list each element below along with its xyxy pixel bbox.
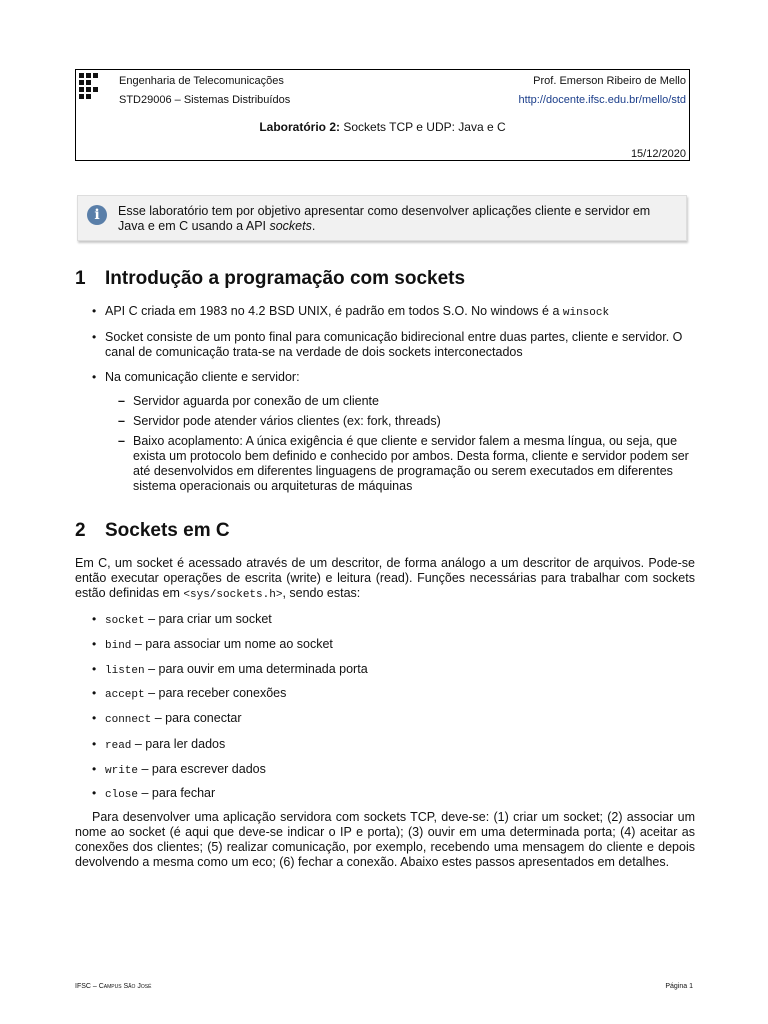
list-item: • close – para fechar (92, 786, 216, 801)
sub-list-item: – Servidor aguarda por conexão de um cliente (118, 394, 379, 408)
section-2-closing: Para desenvolver uma aplicação servidora com sockets TCP, deve-se: (1) criar um socket; (2) associar um nome ao socket (é aqui que deve-se indicar o IP e porta); (3) ouvir em uma determinada porta; (4) aceitar as conexões dos clientes; (5) realizar comunicação, por exemplo, recebendo uma mensagem do cliente e depois devolvendo a mesma como um eco; (6) fechar a conexão. Abaixo estes passos apresentados em detalhes. (75, 810, 695, 869)
list-item: • bind – para associar um nome ao socket (92, 637, 333, 652)
info-text: Esse laboratório tem por objetivo apresentar como desenvolver aplicações cliente e servidor em Java e em C usando a API sockets. (118, 204, 651, 233)
inline-code: <sys/sockets.h> (183, 589, 283, 601)
list-item: • socket – para criar um socket (92, 612, 272, 627)
discipline-name: STD29006 – Sistemas Distribuídos (119, 94, 291, 106)
section-number: 1 (75, 268, 86, 289)
section-number: 2 (75, 520, 86, 541)
sub-list-item: – Baixo acoplamento: A única exigência é que cliente e servidor falem a mesma língua, ou seja, que exista um protocolo bem definido e conhecido por ambos. Desta forma, cliente e servidor podem ser até desenvolvidos em diferentes linguagens de programação ou serem executados em diferentes sistema operacionais ou arquiteturas de máquinas (118, 434, 689, 493)
professor-name: Prof. Emerson Ribeiro de Mello (533, 75, 686, 87)
ifsc-logo (79, 73, 99, 105)
sub-list-item: – Servidor pode atender vários clientes (ex: fork, threads) (118, 414, 441, 428)
list-item: • Na comunicação cliente e servidor: (92, 370, 300, 384)
list-item: • accept – para receber conexões (92, 686, 287, 701)
lab-title (76, 120, 689, 134)
list-item: • write – para escrever dados (92, 762, 266, 777)
lab-prefix: Laboratório 2: (259, 120, 341, 134)
lab-title-text: Sockets TCP e UDP: Java e C (343, 120, 506, 134)
document-date: 15/12/2020 (630, 148, 686, 160)
section-2-intro: Em C, um socket é acessado através de um descritor, de forma análogo a um descritor de arquivos. Pode-se então executar operações de escrita (write) e leitura (read). Funções necessárias para trabalhar com sockets estão definidas em <sys/sockets.h>, sendo estas: (75, 556, 695, 601)
footer-institution: IFSC – Campus São José (75, 983, 152, 990)
course-url-link[interactable]: http://docente.ifsc.edu.br/mello/std (518, 94, 686, 106)
course-name: Engenharia de Telecomunicações (119, 75, 284, 87)
section-title: Introdução a programação com sockets (105, 268, 466, 289)
list-item: • read – para ler dados (92, 737, 226, 752)
info-box (77, 195, 687, 241)
info-icon: i (87, 205, 107, 225)
list-item: • connect – para conectar (92, 711, 242, 726)
document-header (75, 69, 690, 161)
section-title: Sockets em C (105, 520, 230, 541)
section-1-heading (75, 268, 465, 290)
inline-code: winsock (562, 307, 610, 319)
list-item: • listen – para ouvir em uma determinada porta (92, 662, 368, 677)
page-number: Página 1 (665, 983, 693, 990)
section-2-heading (75, 520, 230, 542)
list-item: • API C criada em 1983 no 4.2 BSD UNIX, é padrão em todos S.O. No windows é a winsock (92, 304, 610, 319)
list-item: • Socket consiste de um ponto final para comunicação bidirecional entre duas partes, cliente e servidor. O canal de comunicação trata-se na verdade de dois sockets interconectados (92, 330, 683, 359)
